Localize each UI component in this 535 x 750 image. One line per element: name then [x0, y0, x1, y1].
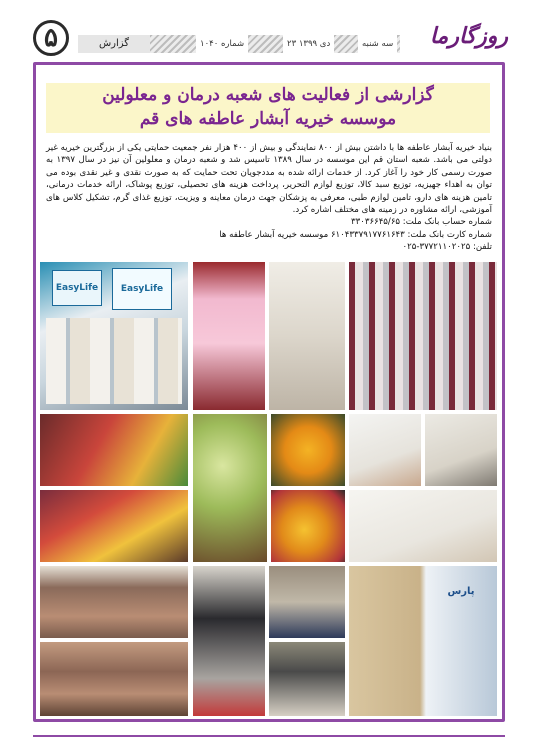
- photo-signing-form-1: [349, 414, 421, 486]
- issue-day: سه شنبه: [358, 35, 397, 53]
- article-body: [46, 142, 492, 254]
- photo-person-corridor: [269, 566, 345, 638]
- article-title-box: [46, 83, 490, 133]
- page-header: [0, 0, 535, 58]
- account-number: شماره حساب بانک ملت: ۳۳۰۳۶۶۴۵/۶۵: [351, 217, 492, 228]
- footer-divider: [0, 735, 535, 750]
- issue-date: ۲۳ دی ۱۳۹۹: [283, 35, 334, 53]
- photo-cabinet-2: [40, 642, 188, 716]
- photo-person-delivery: [269, 642, 345, 716]
- photo-fruit-distribution: [271, 490, 345, 562]
- easylife-box-1: EasyLife: [52, 270, 102, 306]
- issue-number: شماره ۱۰۴۰: [196, 35, 248, 53]
- photo-bottles: [349, 262, 497, 410]
- photo-signing-form-3: [349, 490, 497, 562]
- photo-food-packs-2: [40, 490, 188, 562]
- supply-packs: [46, 318, 182, 404]
- easylife-box-2: EasyLife: [112, 268, 172, 310]
- photo-fruit-basket: [193, 414, 267, 562]
- photo-white-fabric: [269, 262, 345, 410]
- page-number: ۵: [33, 20, 69, 56]
- article-paragraph: بنیاد خیریه آبشار عاطفه ها با داشتن بیش از ۸۰۰ نمایندگی و بیش از ۴۰۰ هزار نفر جمعیت حمایتی یکی از بزرگترین خیریه غیر دولتی می باشد. شعبه استان قم این موسسه در سال ۱۳۸۹ تاسیس شد و شعبه درمان و معلولین آن نیز در سال ۱۳۹۷ به صورت رسمی کار خود را آغاز کرد. از خدمات ارائه شده به مددجویان تحت حمایت که به صورت نقدی و غیر نقدی بوده می توان به اهداء جهیزیه، توزیع سبد کالا، توزیع لوازم التحریر، پرداخت هزینه های تحصیلی، توزیع پوشاک، ارائه خدمات درمانی، تامین هزینه های دارو، تامین لوازم طبی، معرفی به پزشکان جهت درمان معاینه و ویزیت، توزیع غذای گرم، تشکیل کلاس های آموزشی، ارائه مشاوره در زمینه های مختلف اشاره کرد.: [46, 143, 492, 216]
- photo-food-packs-1: [40, 414, 188, 486]
- photo-signing-form-2: [425, 414, 497, 486]
- article-title-line1: گزارشی از فعالیت های شعبه درمان و معلولین: [102, 85, 434, 105]
- photo-person-bags: [193, 566, 265, 716]
- photo-medical-supplies: [40, 262, 188, 410]
- photo-cabinet-1: [40, 566, 188, 638]
- newspaper-logo: روزگارما: [429, 24, 508, 49]
- photo-appliance-boxes: [349, 566, 497, 716]
- article-title-line2: موسسه خیریه آبشار عاطفه های قم: [139, 109, 397, 129]
- phone-number: تلفن: ۳۷۷۲۱۱۰۲۰۲۵-۰۲۵: [402, 242, 492, 253]
- card-number: شماره کارت بانک ملت: ۶۱۰۴۳۳۷۹۱۷۷۶۱۶۴۳ موسسه خیریه آبشار عاطفه ها: [219, 229, 492, 240]
- photo-pink-clothing: [193, 262, 265, 410]
- appliance-brand-label: پارس: [447, 586, 475, 597]
- photo-oranges: [271, 414, 345, 486]
- section-label: گزارش: [78, 35, 150, 53]
